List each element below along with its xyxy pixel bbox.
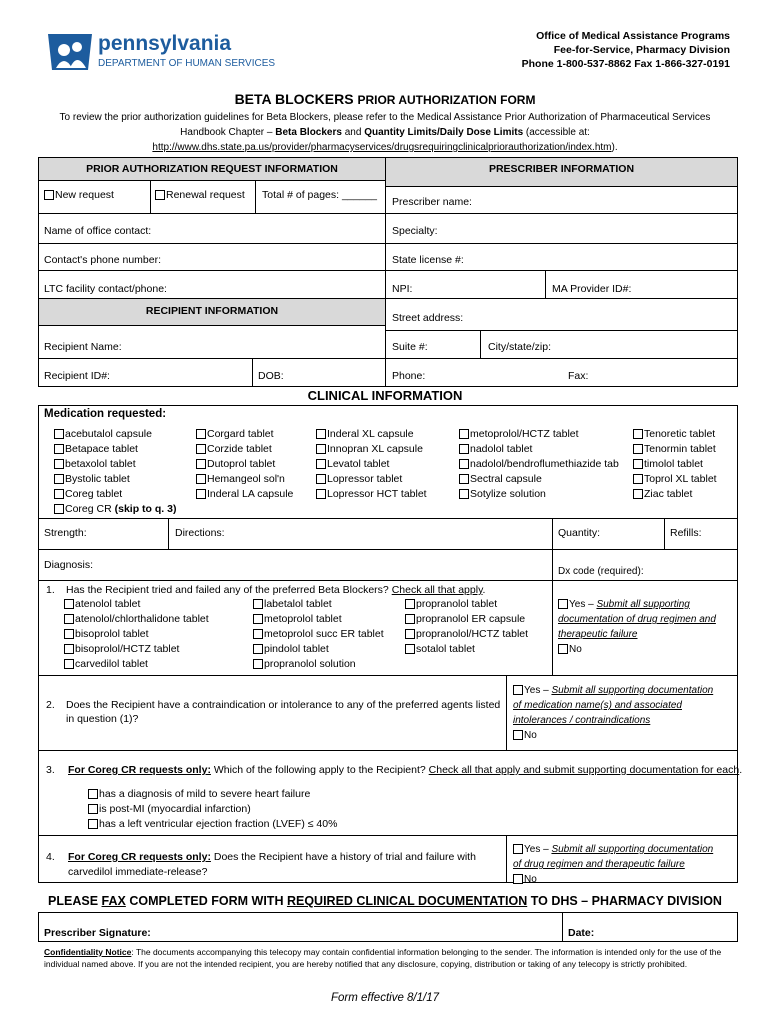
med-option[interactable]: [316, 427, 427, 442]
city-state-zip-field[interactable]: City/state/zip:: [488, 341, 552, 353]
ltc-contact-field[interactable]: LTC facility contact/phone:: [44, 283, 167, 295]
q3-options: [88, 787, 337, 832]
q1-option[interactable]: [64, 642, 209, 657]
checkbox-icon[interactable]: [196, 444, 206, 454]
med-option[interactable]: [54, 427, 176, 442]
checkbox-icon[interactable]: [64, 614, 74, 624]
checkbox-icon[interactable]: [459, 474, 469, 484]
q1-no-option[interactable]: [558, 642, 716, 657]
med-label: Sectral capsule: [470, 473, 542, 485]
logo-name: pennsylvania: [98, 32, 232, 55]
q4-no-option[interactable]: [513, 872, 713, 887]
q3-label: is post-MI (myocardial infarction): [99, 803, 251, 815]
med-label: Bystolic tablet: [65, 473, 130, 485]
q1-option[interactable]: [405, 642, 528, 657]
checkbox-icon[interactable]: [316, 474, 326, 484]
contact-phone-fax: Phone 1-800-537-8862 Fax 1-866-327-0191: [521, 58, 730, 70]
q3-text: Which of the following apply to the Recipient?: [210, 764, 429, 776]
dx-code-field[interactable]: Dx code (required):: [558, 566, 644, 577]
q4-lead: For Coreg CR requests only:: [68, 851, 211, 863]
intro-line-3: [0, 142, 770, 153]
contact-phone-field[interactable]: Contact's phone number:: [44, 254, 161, 266]
q1-text: Has the Recipient tried and failed any of the preferred Beta Blockers?: [66, 584, 392, 596]
med-label: Tenoretic tablet: [644, 428, 716, 440]
med-label: acebutalol capsule: [65, 428, 152, 440]
checkbox-icon[interactable]: [64, 644, 74, 654]
new-request-checkbox[interactable]: [44, 189, 114, 201]
q3-option[interactable]: [88, 802, 337, 817]
recipient-name-field[interactable]: Recipient Name:: [44, 341, 122, 353]
recipient-info-header: RECIPIENT INFORMATION: [145, 305, 279, 317]
med-option[interactable]: [633, 427, 717, 442]
q1-option[interactable]: [253, 597, 384, 612]
q1-label: bisoprolol/HCTZ tablet: [75, 643, 180, 655]
q1-option[interactable]: [405, 627, 528, 642]
checkbox-icon[interactable]: [405, 644, 415, 654]
med-label: nadolol tablet: [470, 443, 533, 455]
diagnosis-field[interactable]: Diagnosis:: [44, 559, 94, 571]
checkbox-icon[interactable]: [88, 789, 98, 799]
med-label: Tenormin tablet: [644, 443, 716, 455]
q1-label: carvedilol tablet: [75, 658, 148, 670]
med-label: Inderal LA capsule: [207, 488, 294, 500]
med-option[interactable]: [196, 472, 293, 487]
state-license-field[interactable]: State license #:: [392, 254, 464, 266]
checkbox-icon[interactable]: [633, 474, 643, 484]
checkbox-icon[interactable]: [459, 459, 469, 469]
yes-label: Yes –: [524, 844, 552, 855]
checkbox-icon[interactable]: [44, 190, 54, 200]
fax-d: REQUIRED CLINICAL DOCUMENTATION: [286, 894, 528, 908]
checkbox-icon[interactable]: [54, 474, 64, 484]
med-label: Inderal XL capsule: [327, 428, 414, 440]
med-label: Levatol tablet: [327, 458, 390, 470]
intro-beta-blockers: Beta Blockers: [275, 127, 342, 138]
q1-label: propranolol/HCTZ tablet: [416, 628, 529, 640]
checkbox-icon[interactable]: [633, 459, 643, 469]
office-contact-field[interactable]: Name of office contact:: [44, 225, 152, 237]
yes-label: Yes –: [569, 599, 597, 610]
checkbox-icon[interactable]: [633, 444, 643, 454]
form-title: [0, 91, 770, 107]
q1-label: atenolol/chlorthalidone tablet: [75, 613, 209, 625]
med-label: Toprol XL tablet: [644, 473, 717, 485]
q1-option[interactable]: [253, 642, 384, 657]
logo-subtitle: DEPARTMENT OF HUMAN SERVICES: [98, 58, 276, 69]
q1-yes-note-2: documentation of drug regimen and: [558, 614, 716, 625]
yes-label: Yes –: [524, 685, 552, 696]
phone-field[interactable]: Phone:: [392, 370, 426, 382]
q1-option[interactable]: [64, 627, 209, 642]
q3-number: 3.: [46, 764, 55, 776]
med-label: Dutoprol tablet: [207, 458, 276, 470]
intro-and: and: [341, 127, 365, 138]
intro-accessible: (accessible at:: [523, 127, 590, 138]
q3-option[interactable]: [88, 787, 337, 802]
checkbox-icon[interactable]: [459, 444, 469, 454]
dob-field[interactable]: DOB:: [258, 370, 284, 382]
checkbox-icon[interactable]: [513, 874, 523, 884]
q2-text-1: Does the Recipient have a contraindication or intolerance to any of the preferred agents listed: [66, 699, 501, 711]
yes-note: Submit all supporting documentation: [551, 844, 714, 855]
q1-period: .: [482, 584, 486, 596]
checkbox-icon[interactable]: [54, 444, 64, 454]
med-label: betaxolol tablet: [65, 458, 136, 470]
prescriber-info-header: PRESCRIBER INFORMATION: [488, 163, 635, 175]
checkbox-icon[interactable]: [316, 459, 326, 469]
q1-yes-option[interactable]: [558, 597, 716, 612]
med-option[interactable]: [459, 487, 619, 502]
med-label: Corzide tablet: [207, 443, 272, 455]
checkbox-icon[interactable]: [253, 659, 263, 669]
form-title-rest: PRIOR AUTHORIZATION FORM: [357, 93, 536, 107]
med-label: Lopressor HCT tablet: [327, 488, 427, 500]
renewal-request-checkbox[interactable]: [155, 189, 245, 201]
q2-yes-option[interactable]: [513, 683, 713, 698]
medication-column-5: [633, 427, 717, 502]
q3-lead: For Coreg CR requests only:: [68, 764, 211, 776]
fax-b: FAX: [101, 894, 126, 908]
q2-yes-note-2: of medication name(s) and associated: [513, 700, 682, 711]
intro-handbook: Handbook Chapter –: [180, 127, 276, 138]
total-pages-field[interactable]: Total # of pages: ______: [262, 189, 378, 201]
new-request-label: New request: [55, 189, 114, 201]
medication-column-1: [54, 427, 176, 517]
med-label: Corgard tablet: [207, 428, 274, 440]
q1-option[interactable]: [64, 597, 209, 612]
q1-label: sotalol tablet: [416, 643, 475, 655]
quantity-field[interactable]: Quantity:: [558, 527, 601, 539]
med-label: Sotylize solution: [470, 488, 546, 500]
notice-line-2: individual named above. If you are not the intended recipient, you are hereby notified that any disclosure, copying, distribution or taking of any telecopy is strictly prohibited.: [44, 959, 688, 969]
med-label: Coreg CR: [65, 503, 115, 515]
request-info-header: PRIOR AUTHORIZATION REQUEST INFORMATION: [86, 163, 338, 175]
q1-option[interactable]: [253, 612, 384, 627]
checkbox-icon[interactable]: [253, 599, 263, 609]
checkbox-icon[interactable]: [405, 629, 415, 639]
checkbox-icon[interactable]: [459, 489, 469, 499]
medication-requested-label: Medication requested:: [44, 408, 167, 420]
q1-label: labetalol tablet: [264, 598, 332, 610]
prescriber-name-field[interactable]: Prescriber name:: [392, 196, 472, 208]
checkbox-icon[interactable]: [405, 599, 415, 609]
q3-check-all: Check all that apply and submit supporting documentation for each: [428, 764, 740, 776]
skip-note: (skip to q. 3): [114, 503, 177, 515]
ma-provider-field[interactable]: MA Provider ID#:: [552, 283, 632, 295]
checkbox-icon[interactable]: [64, 629, 74, 639]
q2-answer: [513, 683, 713, 743]
npi-field[interactable]: NPI:: [392, 283, 413, 295]
medication-column-4: [459, 427, 619, 502]
division-name: Fee-for-Service, Pharmacy Division: [553, 44, 730, 56]
q2-text-2: in question (1)?: [66, 713, 139, 725]
keystone-logo-icon: [44, 30, 96, 74]
med-option[interactable]: [316, 472, 427, 487]
checkbox-icon[interactable]: [459, 429, 469, 439]
med-option[interactable]: [459, 442, 619, 457]
med-option[interactable]: [316, 442, 427, 457]
confidentiality-notice: [44, 946, 721, 970]
med-option[interactable]: [316, 487, 427, 502]
med-option[interactable]: [633, 442, 717, 457]
med-label: Coreg tablet: [65, 488, 123, 500]
checkbox-icon[interactable]: [316, 429, 326, 439]
q4-number: 4.: [46, 851, 55, 863]
top-info-table: [38, 157, 738, 387]
suite-field[interactable]: Suite #:: [392, 341, 428, 353]
fax-c: COMPLETED FORM WITH: [125, 894, 287, 908]
q1-question: [66, 584, 485, 596]
checkbox-icon[interactable]: [155, 190, 165, 200]
q3-option[interactable]: [88, 817, 337, 832]
med-option[interactable]: [54, 442, 176, 457]
clinical-info-header: CLINICAL INFORMATION: [307, 388, 463, 403]
med-option[interactable]: [196, 457, 293, 472]
checkbox-icon[interactable]: [558, 644, 568, 654]
intro-line-1: To review the prior authorization guidelines for Beta Blockers, please refer to the Medical Assistance Prior Authorization of Pharmaceutical Services: [59, 112, 711, 123]
q1-label: propranolol tablet: [416, 598, 498, 610]
med-option[interactable]: [196, 427, 293, 442]
med-label: nadolol/bendroflumethiazide tab: [470, 458, 619, 470]
office-name: Office of Medical Assistance Programs: [536, 30, 730, 42]
q4-text-2: carvedilol immediate-release?: [68, 866, 208, 878]
refills-field[interactable]: Refills:: [670, 527, 702, 539]
med-label: Hemangeol sol'n: [207, 473, 285, 485]
checkbox-icon[interactable]: [64, 599, 74, 609]
fax-e: TO DHS – PHARMACY DIVISION: [527, 894, 722, 908]
specialty-field[interactable]: Specialty:: [392, 225, 438, 237]
checkbox-icon[interactable]: [64, 659, 74, 669]
q1-option[interactable]: [405, 597, 528, 612]
q1-label: propranolol ER capsule: [416, 613, 526, 625]
form-effective-date: Form effective 8/1/17: [330, 992, 440, 1004]
directions-field[interactable]: Directions:: [175, 527, 225, 539]
q1-number: 1.: [46, 584, 55, 596]
q3-label: has a left ventricular ejection fraction (LVEF) ≤ 40%: [99, 818, 338, 830]
dhs-logo: [44, 30, 284, 74]
med-option[interactable]: [633, 472, 717, 487]
med-label: Lopressor tablet: [327, 473, 403, 485]
checkbox-icon[interactable]: [54, 459, 64, 469]
no-label: No: [524, 874, 537, 885]
q1-label: atenolol tablet: [75, 598, 141, 610]
fax-instruction: [0, 894, 770, 908]
med-option[interactable]: [196, 487, 293, 502]
checkbox-icon[interactable]: [253, 644, 263, 654]
med-option[interactable]: [196, 442, 293, 457]
no-label: No: [569, 644, 582, 655]
intro-line-2: [0, 127, 770, 138]
renewal-request-label: Renewal request: [166, 189, 245, 201]
q4-yes-note-2: of drug regimen and therapeutic failure: [513, 859, 685, 870]
notice-label: Confidentiality Notice: [44, 947, 132, 957]
checkbox-icon[interactable]: [316, 444, 326, 454]
q1-label: bisoprolol tablet: [75, 628, 149, 640]
checkbox-icon[interactable]: [513, 685, 523, 695]
checkbox-icon[interactable]: [196, 474, 206, 484]
med-option[interactable]: [459, 457, 619, 472]
q1-check-all: Check all that apply: [391, 584, 483, 596]
notice-line-1: : The documents accompanying this telecopy may contain confidential information belonging to the sender. The information is intended only for the use of the: [131, 947, 722, 957]
med-option[interactable]: [54, 457, 176, 472]
checkbox-icon[interactable]: [196, 459, 206, 469]
q1-label: metoprolol succ ER tablet: [264, 628, 384, 640]
med-option[interactable]: [459, 472, 619, 487]
q1-label: metoprolol tablet: [264, 613, 342, 625]
q4-question: [68, 851, 476, 863]
q1-column-1: [64, 597, 209, 672]
med-label: Betapace tablet: [65, 443, 138, 455]
q1-yes-note-3: therapeutic failure: [558, 629, 638, 640]
med-option[interactable]: [54, 472, 176, 487]
checkbox-icon[interactable]: [633, 429, 643, 439]
medication-column-2: [196, 427, 293, 502]
q1-option[interactable]: [64, 612, 209, 627]
q1-label: pindolol tablet: [264, 643, 329, 655]
q1-column-2: [253, 597, 384, 672]
q1-option[interactable]: [64, 657, 209, 672]
q4-yes-option[interactable]: [513, 842, 713, 857]
q1-option[interactable]: [405, 612, 528, 627]
no-label: No: [524, 730, 537, 741]
yes-note: Submit all supporting: [596, 599, 690, 610]
yes-note: Submit all supporting documentation: [551, 685, 714, 696]
strength-field[interactable]: Strength:: [44, 527, 87, 539]
q1-option[interactable]: [253, 627, 384, 642]
checkbox-icon[interactable]: [513, 844, 523, 854]
med-option[interactable]: [316, 457, 427, 472]
checkbox-icon[interactable]: [253, 629, 263, 639]
prescriber-signature-field[interactable]: Prescriber Signature:: [44, 927, 151, 939]
checkbox-icon[interactable]: [54, 489, 64, 499]
q2-no-option[interactable]: [513, 728, 713, 743]
q3-question: For Coreg CR requests only: Which of the following apply to the Recipient? Check all that apply and submit supporting documentation for each.: [68, 764, 743, 776]
checkbox-icon[interactable]: [88, 804, 98, 814]
checkbox-icon[interactable]: [54, 504, 64, 514]
med-option[interactable]: [54, 487, 176, 502]
checkbox-icon[interactable]: [196, 429, 206, 439]
q2-yes-note-3: intolerances / contraindications: [513, 715, 651, 726]
q1-column-3: [405, 597, 528, 657]
handbook-url-link[interactable]: http://www.dhs.state.pa.us/provider/pharmacyservices/drugsrequiringclinicalpriorauthorization/index.htm: [152, 142, 612, 153]
date-field[interactable]: Date:: [568, 927, 595, 939]
med-label: Innopran XL capsule: [327, 443, 423, 455]
med-label: metoprolol/HCTZ tablet: [470, 428, 579, 440]
recipient-id-field[interactable]: Recipient ID#:: [44, 370, 110, 382]
checkbox-icon[interactable]: [316, 489, 326, 499]
intro-quantity-limits: Quantity Limits/Daily Dose Limits: [364, 127, 524, 138]
med-option[interactable]: [459, 427, 619, 442]
form-title-main: BETA BLOCKERS: [234, 91, 354, 107]
q3-label: has a diagnosis of mild to severe heart failure: [99, 788, 311, 800]
checkbox-icon[interactable]: [88, 819, 98, 829]
q1-answer: [558, 597, 716, 657]
q4-text-1: Does the Recipient have a history of trial and failure with: [210, 851, 476, 863]
med-option[interactable]: [633, 457, 717, 472]
checkbox-icon[interactable]: [633, 489, 643, 499]
med-label: Ziac tablet: [644, 488, 693, 500]
checkbox-icon[interactable]: [558, 599, 568, 609]
q2-number: 2.: [46, 699, 55, 711]
med-label: timolol tablet: [644, 458, 703, 470]
med-option-coreg-cr[interactable]: [54, 502, 176, 517]
url-end: ).: [611, 142, 618, 153]
checkbox-icon[interactable]: [405, 614, 415, 624]
fax-field[interactable]: Fax:: [568, 370, 589, 382]
med-option[interactable]: [633, 487, 717, 502]
street-address-field[interactable]: Street address:: [392, 312, 464, 324]
checkbox-icon[interactable]: [513, 730, 523, 740]
checkbox-icon[interactable]: [54, 429, 64, 439]
q1-label: propranolol solution: [264, 658, 356, 670]
q4-answer: [513, 842, 713, 887]
medication-column-3: [316, 427, 427, 502]
checkbox-icon[interactable]: [196, 489, 206, 499]
fax-a: PLEASE: [48, 894, 102, 908]
checkbox-icon[interactable]: [253, 614, 263, 624]
q1-option[interactable]: [253, 657, 384, 672]
